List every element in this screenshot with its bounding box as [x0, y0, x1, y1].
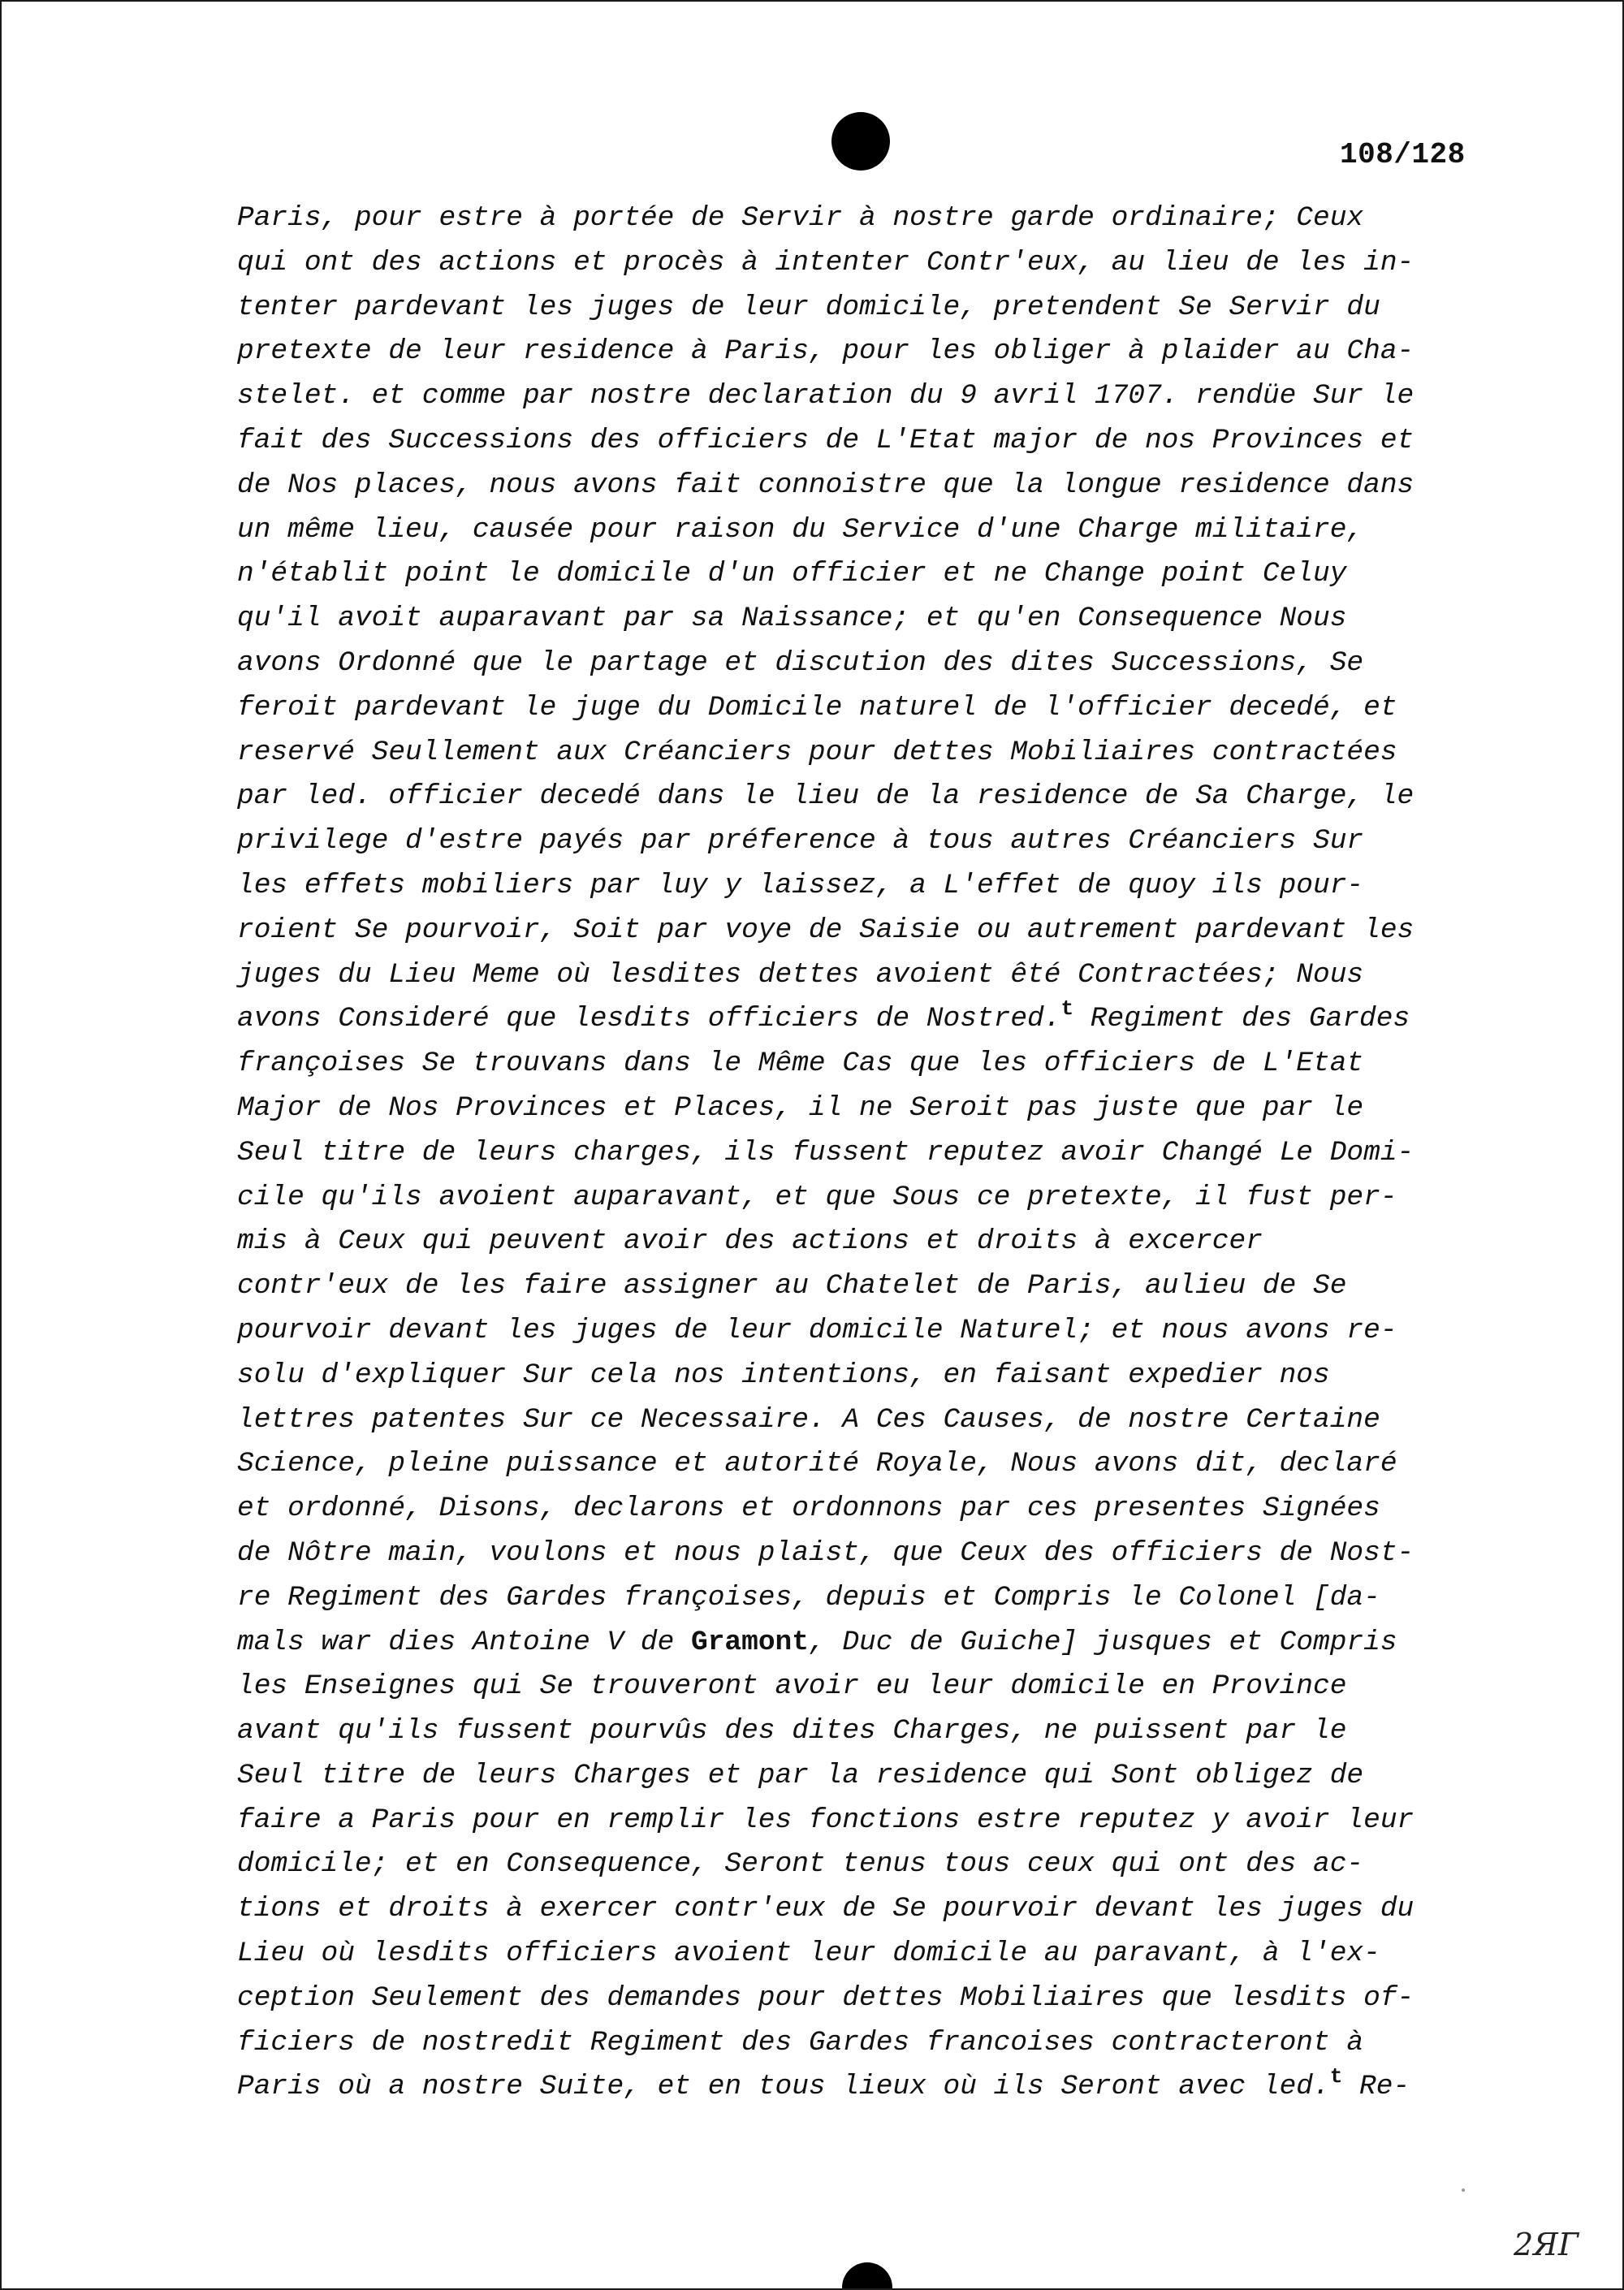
text-line: avant qu'ils fussent pourvûs des dites Charges, ne puissent par le — [237, 1715, 1347, 1748]
text-line: solu d'expliquer Sur cela nos intentions, en faisant expedier nos — [237, 1359, 1330, 1391]
line-text: avons Consideré que lesdits officiers de Nostred. — [237, 1003, 1061, 1035]
text-line: pretexte de leur residence à Paris, pour les obliger à plaider au Cha- — [237, 335, 1415, 368]
text-line: Seul titre de leurs Charges et par la residence qui Sont obligez de — [237, 1759, 1364, 1791]
text-line: feroit pardevant le juge du Domicile naturel de l'officier decedé, et — [237, 691, 1397, 724]
text-line: lettres patentes Sur ce Necessaire. A Ces Causes, de nostre Certaine — [237, 1403, 1380, 1436]
bold-name-gramont: Gramont — [691, 1626, 809, 1658]
text-line: n'établit point le domicile d'un officier et ne Change point Celuy — [237, 558, 1347, 590]
text-line: Lieu où lesdits officiers avoient leur domicile au paravant, à l'ex- — [237, 1938, 1380, 1970]
text-line: de Nos places, nous avons fait connoistre que la longue residence dans — [237, 469, 1415, 501]
text-line: Paris, pour estre à portée de Servir à nostre garde ordinaire; Ceux — [237, 202, 1364, 234]
text-line: françoises Se trouvans dans le Même Cas que les officiers de L'Etat — [237, 1048, 1364, 1080]
page-number: 108/128 — [1340, 138, 1466, 171]
text-line: reservé Seullement aux Créanciers pour dettes Mobiliaires contractées — [237, 736, 1397, 768]
text-line: par led. officier decedé dans le lieu de la residence de Sa Charge, le — [237, 780, 1415, 813]
text-line: ficiers de nostredit Regiment des Gardes francoises contracteront à — [237, 2026, 1364, 2059]
line-text: Paris où a nostre Suite, et en tous lieux où ils Seront avec led. — [237, 2071, 1330, 2103]
text-line: contr'eux de les faire assigner au Chatelet de Paris, aulieu de Se — [237, 1270, 1347, 1303]
text-line: les Enseignes qui Se trouveront avoir eu leur domicile en Province — [237, 1670, 1347, 1703]
scan-speck — [1462, 2188, 1465, 2192]
text-line: ception Seulement des demandes pour dettes Mobiliaires que lesdits of- — [237, 1981, 1415, 2014]
text-line: juges du Lieu Meme où lesdites dettes avoient êté Contractées; Nous — [237, 958, 1364, 991]
text-line-with-superscript — [237, 2065, 1504, 2110]
text-line: re Regiment des Gardes françoises, depuis et Compris le Colonel [da- — [237, 1581, 1380, 1614]
text-line: cile qu'ils avoient auparavant, et que Sous ce pretexte, il fust per- — [237, 1181, 1397, 1213]
text-line: Science, pleine puissance et autorité Royale, Nous avons dit, declaré — [237, 1448, 1397, 1480]
text-line: pourvoir devant les juges de leur domicile Naturel; et nous avons re- — [237, 1314, 1397, 1346]
text-line: avons Ordonné que le partage et discution des dites Successions, Se — [237, 646, 1364, 679]
text-line: qui ont des actions et procès à intenter Contr'eux, au lieu de les in- — [237, 246, 1415, 279]
text-line: de Nôtre main, voulons et nous plaist, que Ceux des officiers de Nost- — [237, 1536, 1415, 1569]
text-line: tenter pardevant les juges de leur domicile, pretendent Se Servir du — [237, 291, 1380, 323]
text-line: faire a Paris pour en remplir les fonctions estre reputez y avoir leur — [237, 1804, 1415, 1836]
text-line: mis à Ceux qui peuvent avoir des actions et droits à excercer — [237, 1225, 1263, 1258]
text-line: les effets mobiliers par luy y laissez, a L'effet de quoy ils pour- — [237, 869, 1364, 901]
text-line: qu'il avoit auparavant par sa Naissance; et qu'en Consequence Nous — [237, 603, 1347, 635]
line-text-tail: , Duc de Guiche] jusques et Compris — [808, 1626, 1397, 1658]
text-line: domicile; et en Consequence, Seront tenus tous ceux qui ont des ac- — [237, 1848, 1364, 1881]
text-line-with-superscript — [237, 997, 1504, 1042]
document-body — [237, 197, 1504, 2110]
text-line: Major de Nos Provinces et Places, il ne Seroit pas juste que par le — [237, 1091, 1364, 1124]
line-text-tail: Re- — [1342, 2071, 1410, 2103]
text-line: Seul titre de leurs charges, ils fussent reputez avoir Changé Le Domi- — [237, 1136, 1415, 1169]
text-line: tions et droits à exercer contr'eux de Se pourvoir devant les juges du — [237, 1893, 1415, 1925]
superscript-t: t — [1060, 996, 1074, 1022]
line-text: mals war dies Antoine V de — [237, 1626, 691, 1658]
handwritten-archive-mark: 2ЯГ — [1514, 2227, 1579, 2262]
text-line-with-bold-name — [237, 1621, 1504, 1666]
punch-hole-bottom — [842, 2262, 892, 2290]
punch-hole-top — [831, 112, 890, 171]
text-line: un même lieu, causée pour raison du Service d'une Charge militaire, — [237, 513, 1364, 546]
text-line: privilege d'estre payés par préference à tous autres Créanciers Sur — [237, 825, 1364, 858]
text-line: fait des Successions des officiers de L'Etat major de nos Provinces et — [237, 424, 1415, 456]
superscript-t: t — [1329, 2064, 1343, 2089]
text-line: et ordonné, Disons, declarons et ordonnons par ces presentes Signées — [237, 1493, 1380, 1525]
line-text-tail: Regiment des Gardes — [1073, 1003, 1410, 1035]
text-line: roient Se pourvoir, Soit par voye de Saisie ou autrement pardevant les — [237, 914, 1415, 946]
text-line: stelet. et comme par nostre declaration du 9 avril 1707. rendüe Sur le — [237, 380, 1415, 413]
